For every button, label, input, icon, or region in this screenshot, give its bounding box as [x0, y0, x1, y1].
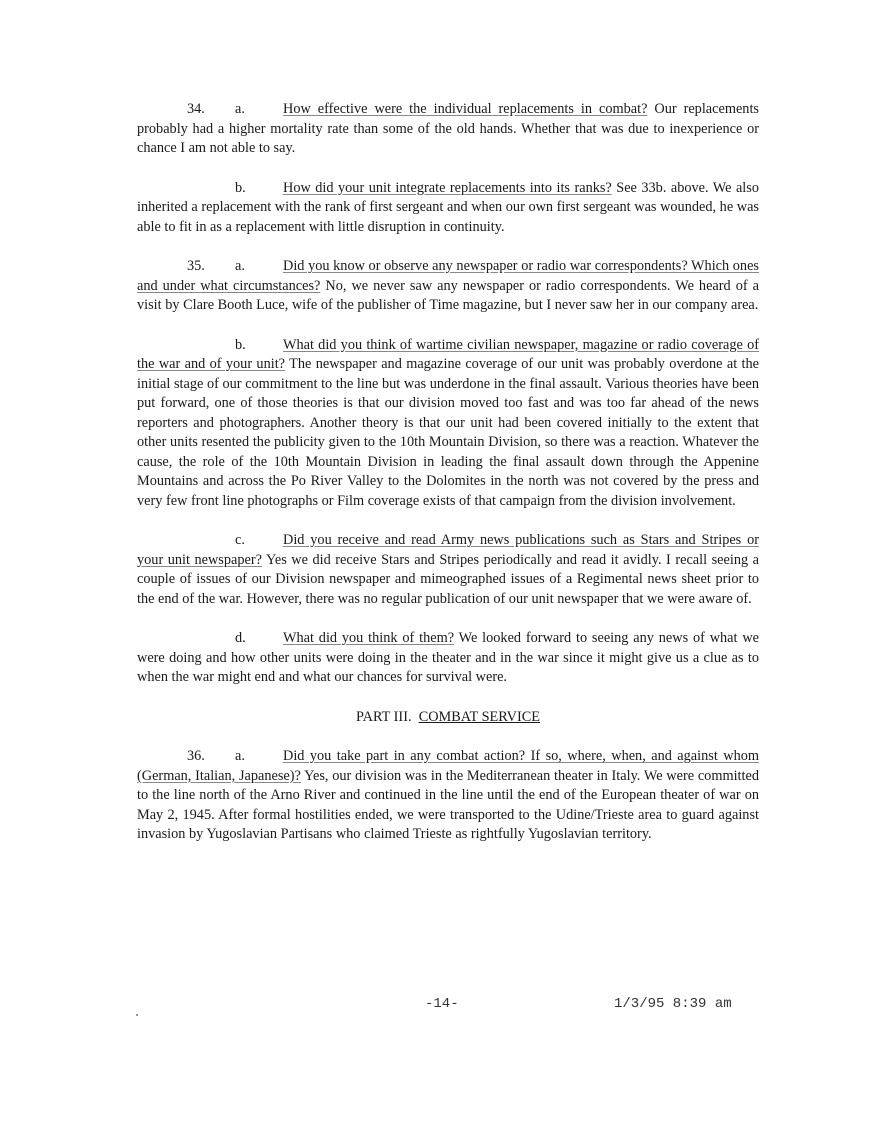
- answer-text: We looked forward to seeing any news of what we were doing and how other units were doing in the theater and in the war since it might give us a clue as to when the war might end and what our chances for survival were.: [137, 630, 759, 685]
- scan-speck: [136, 1014, 138, 1016]
- question-number: 34.: [187, 101, 205, 117]
- answer-text: Our replacements probably had a higher mortality rate than some of the old hands. Whether that was due to inexperience or chance I am not able to say.: [137, 101, 759, 156]
- answer-text: The newspaper and magazine coverage of our unit was probably overdone at the initial stage of our commitment to the line but was underdone in the final assault. Various theories have been put forward, one of those theories is that our division moved too fast and was too far ahead of the news reporters and photographers. Another theory is that our unit had been covered initially to the extent that other units resented the publicity given to the 10th Mountain Division, so there was a reaction. Whatever the cause, the role of the 10th Mountain Division in leading the final assault down through the Appenine Mountains and across the Po River Valley to the Dolomites in the north was not covered by the press and very few front line photographs or Film coverage exists of that campaign from the division involvement.: [137, 356, 759, 509]
- question-text: What did you think of them?: [283, 630, 455, 646]
- page-number: -14-: [425, 996, 459, 1012]
- question-34a: [137, 100, 759, 159]
- question-number: 35.: [187, 258, 205, 274]
- question-34b: [137, 179, 759, 238]
- answer-text: Yes we did receive Stars and Stripes periodically and read it avidly. I recall seeing a couple of issues of our Division newspaper and mimeographed issues of a Regimental news sheet prior to the end of the war. However, there was no regular publication of our unit newspaper that we were aware of.: [137, 551, 760, 607]
- question-35b: [137, 336, 759, 512]
- question-letter: b.: [235, 336, 246, 353]
- timestamp: 1/3/95 8:39 am: [614, 996, 732, 1012]
- section-heading: [137, 708, 759, 728]
- question-text: What did you think of wartime civilian newspaper, magazine or radio coverage of the war and of your unit?: [137, 336, 759, 372]
- section-title: COMBAT SERVICE: [418, 708, 541, 725]
- question-text: Did you receive and read Army news publications such as Stars and Stripes or your unit newspaper?: [137, 532, 759, 568]
- question-text: How effective were the individual replacements in combat?: [283, 101, 648, 117]
- answer-text: See 33b. above. We also inherited a replacement with the rank of first sergeant and when our own first sergeant was wounded, he was able to fit in as a replacement with little disruption in continuity.: [137, 179, 759, 235]
- question-35a: [137, 257, 759, 316]
- question-36a: [137, 747, 759, 845]
- answer-text: Yes, our division was in the Mediterranean theater in Italy. We were committed to the line north of the Arno River and continued in the line until the end of the European theater of war on May 2, 1945. After formal hostilities ended, we were transported to the Udine/Trieste area to guard against invasion by Yugoslavian Partisans who claimed Trieste as rightfully Yugoslavian territory.: [137, 767, 759, 842]
- question-letter: c.: [235, 532, 245, 548]
- question-letter: d.: [235, 630, 246, 646]
- document-page: [137, 100, 759, 865]
- section-prefix: PART III.: [355, 708, 412, 725]
- question-text: Did you know or observe any newspaper or radio war correspondents? Which ones and under what circumstances?: [137, 258, 759, 294]
- question-number: 36.: [187, 748, 205, 764]
- answer-text: No, we never saw any newspaper or radio correspondents. We heard of a visit by Clare Booth Luce, wife of the publisher of Time magazine, but I never saw her in our company area.: [137, 277, 759, 313]
- question-35c: [137, 531, 759, 609]
- question-letter: b.: [235, 179, 246, 196]
- question-letter: a.: [235, 101, 245, 117]
- question-text: Did you take part in any combat action? If so, where, when, and against whom (German, Italian, Japanese)?: [137, 748, 759, 784]
- question-letter: a.: [235, 258, 245, 274]
- question-35d: [137, 629, 759, 688]
- question-letter: a.: [235, 748, 245, 764]
- question-text: How did your unit integrate replacements into its ranks?: [283, 179, 612, 196]
